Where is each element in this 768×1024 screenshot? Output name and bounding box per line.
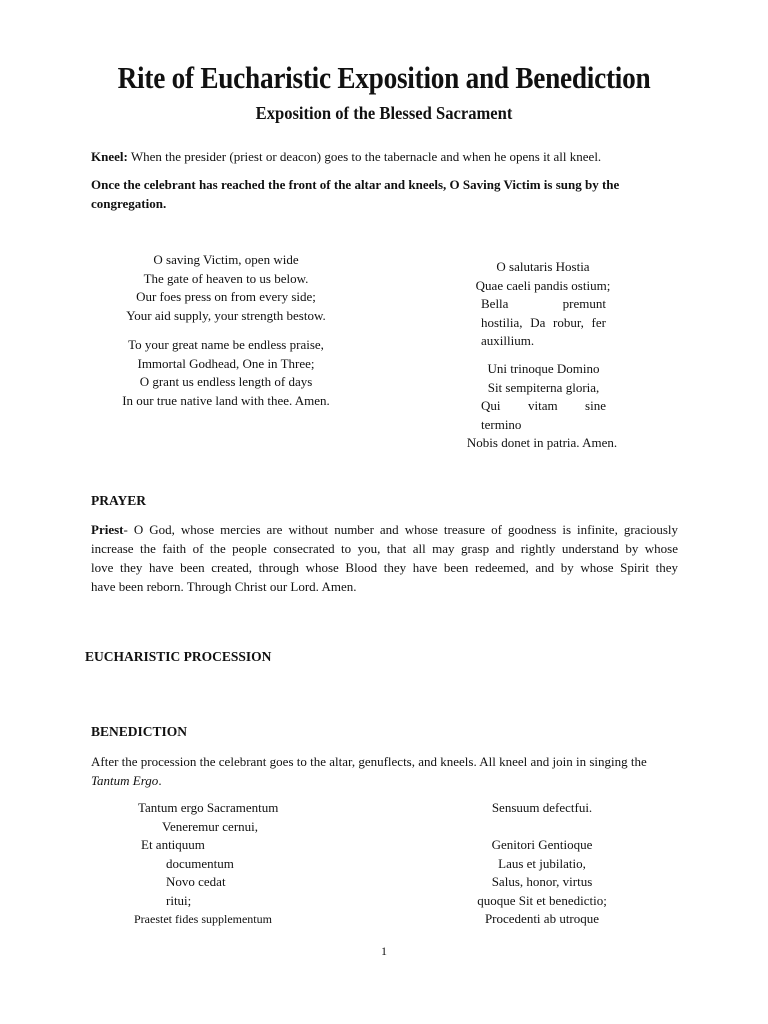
verse-line: Quae caeli pandis ostium; [475, 277, 611, 293]
page-subtitle: Exposition of the Blessed Sacrament [255, 103, 513, 123]
page-number: 1 [381, 944, 387, 958]
prayer-line-3: love they have been created, through whose Blood they have been redeemed, and by whose Spirit they [91, 560, 678, 575]
kneel-label: Kneel: [91, 149, 128, 164]
prayer-line-4: have been reborn. Through Christ our Lord. Amen. [91, 579, 357, 594]
verse-line: documentum [166, 855, 234, 871]
benediction-period: . [158, 773, 162, 788]
verse-line: Sensuum defectfui. [491, 800, 593, 815]
priest-label: Priest [91, 522, 124, 537]
prayer-heading: PRAYER [91, 493, 147, 508]
verse-line: In our true native land with thee. Amen. [122, 392, 330, 408]
verse-line: Laus et jubilatio, [498, 855, 586, 871]
benediction-line-1: After the procession the celebrant goes to the altar, genuflects, and kneels. All kneel and join in singing the [91, 754, 647, 769]
kneel-instruction [91, 147, 691, 166]
verse-line: O grant us endless length of days [139, 374, 313, 389]
english-hymn-stanza-1 [100, 251, 352, 325]
verse-line: Bella premunt [481, 296, 606, 311]
kneel-text: When the presider (priest or deacon) goes to the tabernacle and when he opens it all kneel. [127, 149, 602, 164]
celebrant-line-1: Once the celebrant has reached the front of the altar and kneels, O Saving Victim is sung by the [91, 177, 620, 192]
verse-line: To your great name be endless praise, [128, 337, 324, 352]
verse-line: quoque Sit et benedictio; [477, 892, 607, 908]
verse-line: Qui vitam sine [481, 398, 606, 413]
latin-hymn-stanza-2 [481, 360, 606, 397]
english-hymn-stanza-2 [100, 336, 352, 410]
verse-line: O salutaris Hostia [496, 259, 590, 274]
verse-line: Tantum ergo Sacramentum [138, 800, 279, 815]
tantum-ergo-italic: Tantum Ergo [91, 773, 159, 788]
latin-hymn-justified-2 [481, 397, 606, 434]
prayer-line-2: increase the faith of the people consecrated to you, that all may grasp and rightly understand by whose [91, 541, 678, 556]
verse-line: Genitori Gentioque [491, 837, 593, 852]
tantum-ergo-left [134, 799, 338, 929]
verse-line: Et antiquum [141, 837, 205, 852]
verse-line: Immortal Godhead, One in Three; [137, 355, 315, 371]
verse-line: Praestet fides supplementum [134, 912, 272, 926]
verse-line: Novo cedat [166, 874, 226, 889]
verse-line: hostilia, Da robur, fer [481, 314, 606, 330]
verse-line: Salus, honor, virtus [491, 874, 593, 889]
verse-line: Your aid supply, your strength bestow. [126, 307, 326, 323]
verse-line: Veneremur cernui, [162, 818, 259, 834]
prayer-text [91, 520, 678, 596]
verse-line: O saving Victim, open wide [153, 252, 299, 267]
verse-line: termino [481, 416, 522, 432]
celebrant-line-2: congregation. [91, 196, 167, 211]
benediction-heading: BENEDICTION [91, 724, 188, 739]
verse-line-blank [452, 818, 632, 837]
prayer-line-1 [91, 520, 678, 539]
latin-hymn-block [468, 258, 618, 295]
benediction-line-2 [91, 771, 691, 790]
verse-line: Our foes press on from every side; [136, 289, 316, 304]
latin-hymn-justified-1 [481, 295, 606, 351]
verse-line: Nobis donet in patria. Amen. [466, 435, 618, 450]
celebrant-instruction [91, 175, 691, 213]
verse-line: Sit sempiterna gloria, [487, 379, 600, 395]
prayer-line-1-text: - O God, whose mercies are without number and whose treasure of goodness is infinite, graciously [123, 522, 678, 537]
tantum-ergo-right [452, 799, 632, 929]
page-title: Rite of Eucharistic Exposition and Benediction [117, 60, 651, 95]
verse-line: auxillium. [481, 333, 535, 348]
verse-line: Uni trinoque Domino [487, 361, 600, 376]
verse-line: Procedenti ab utroque [484, 911, 600, 926]
verse-line: The gate of heaven to us below. [143, 270, 309, 286]
verse-line: ritui; [166, 892, 192, 908]
procession-heading: EUCHARISTIC PROCESSION [85, 649, 272, 664]
benediction-instruction [91, 752, 691, 790]
latin-hymn-closing [452, 434, 632, 453]
